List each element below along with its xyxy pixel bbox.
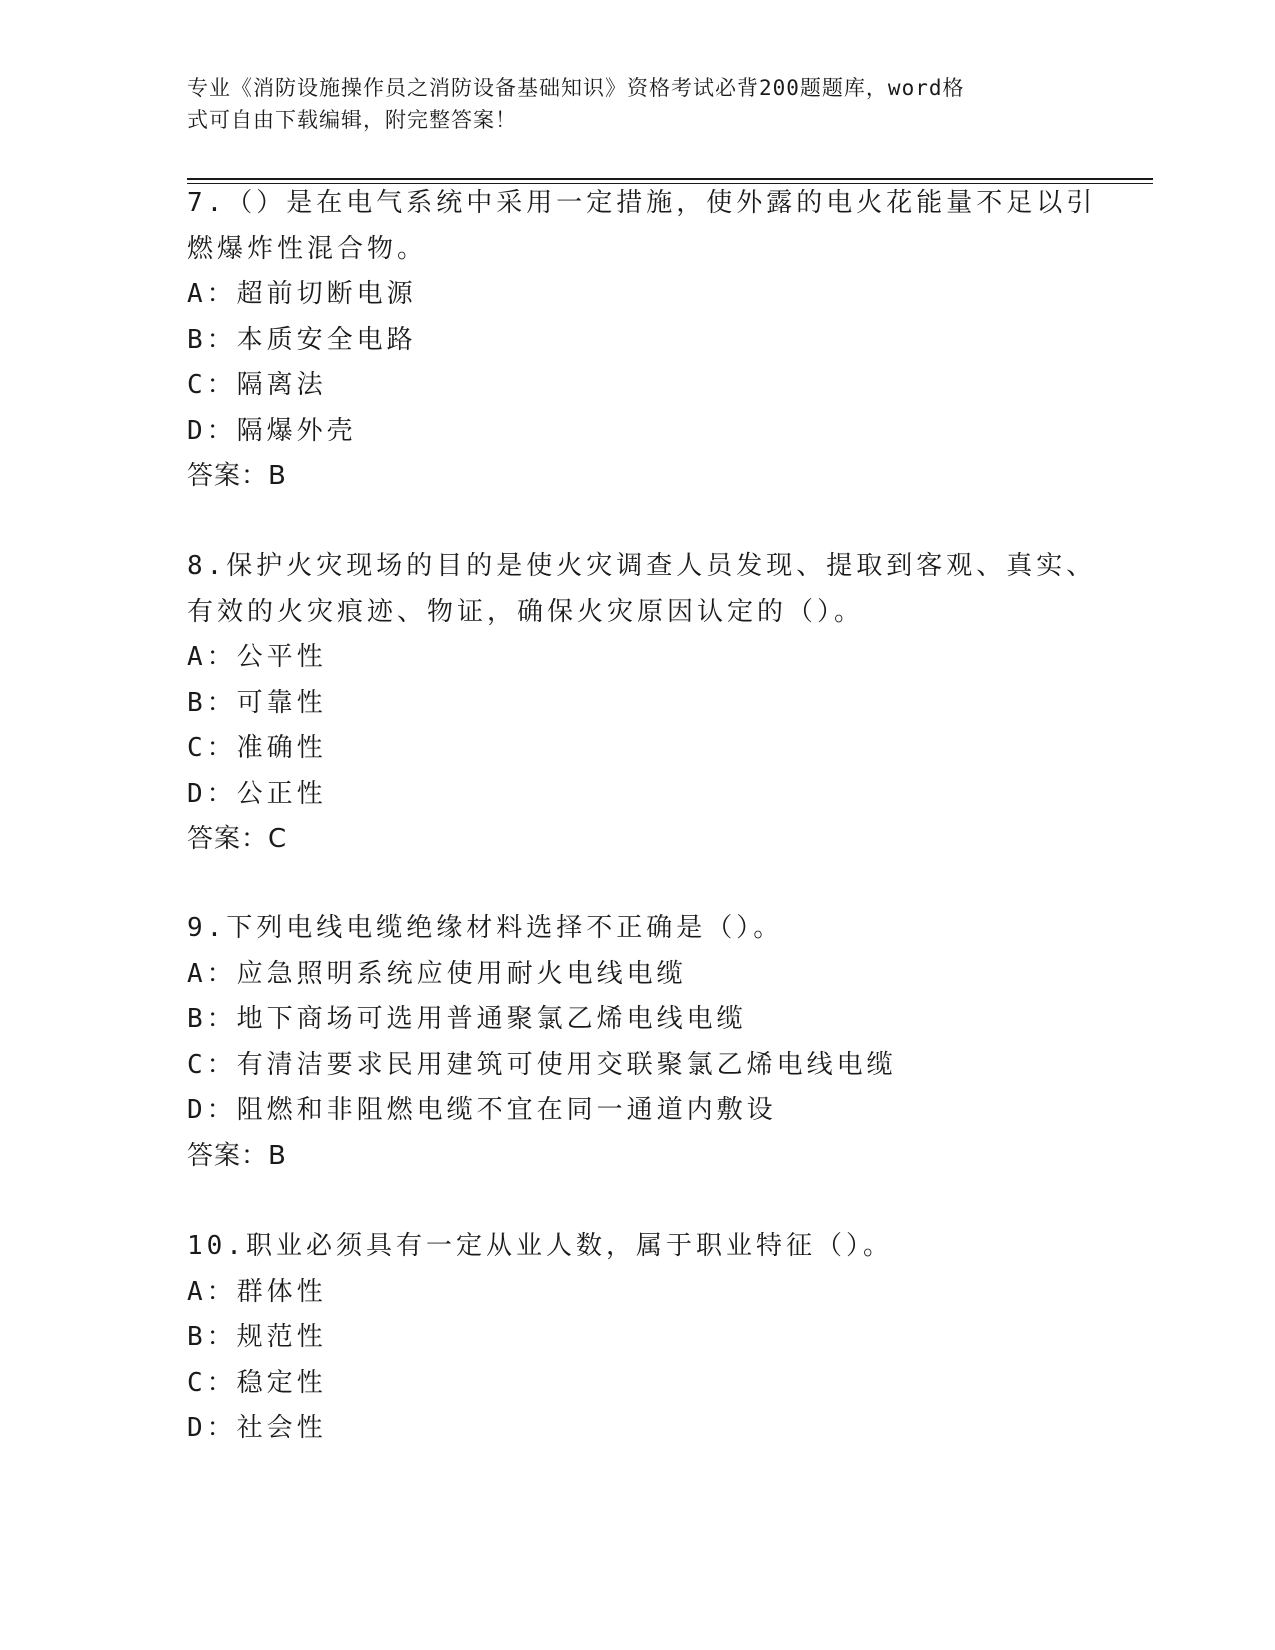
answer-label: 答案：C <box>187 824 288 854</box>
option-b: B：可靠性 <box>187 687 327 718</box>
option-b: B：本质安全电路 <box>187 324 417 355</box>
header-divider-thick <box>187 178 1153 180</box>
option-a: A：应急照明系统应使用耐火电线电缆 <box>187 958 687 989</box>
option-b: B：规范性 <box>187 1322 327 1352</box>
question-stem-line: 9.下列电线电缆绝缘材料选择不正确是（）。 <box>187 913 784 943</box>
header-line-1: 专业《消防设施操作员之消防设备基础知识》资格考试必背200题题库，word格 <box>187 76 965 100</box>
document-header <box>187 72 1067 136</box>
option-b: B：地下商场可选用普通聚氯乙烯电线电缆 <box>187 1004 747 1034</box>
option-d: D：社会性 <box>187 1413 327 1443</box>
question-stem-line: 燃爆炸性混合物。 <box>187 233 428 264</box>
question-9 <box>187 906 1067 1179</box>
option-d: D：隔爆外壳 <box>187 415 357 446</box>
question-8 <box>187 544 1097 863</box>
option-c: C：准确性 <box>187 733 327 763</box>
option-a: A：公平性 <box>187 642 327 672</box>
answer-label: 答案：B <box>187 1140 287 1171</box>
option-c: C：隔离法 <box>187 370 327 400</box>
header-line-2: 式可自由下载编辑，附完整答案！ <box>187 108 517 132</box>
option-a: A：超前切断电源 <box>187 279 417 309</box>
question-stem-line: 有效的火灾痕迹、物证，确保火灾原因认定的（）。 <box>187 596 865 627</box>
question-stem-line: 10.职业必须具有一定从业人数，属于职业特征（）。 <box>187 1231 893 1261</box>
option-c: C：有清洁要求民用建筑可使用交联聚氯乙烯电线电缆 <box>187 1049 897 1080</box>
question-10 <box>187 1224 1067 1452</box>
option-c: C：稳定性 <box>187 1367 327 1398</box>
question-stem-line: 7.（）是在电气系统中采用一定措施，使外露的电火花能量不足以引 <box>187 188 1097 218</box>
answer-label: 答案：B <box>187 461 287 491</box>
option-d: D：阻燃和非阻燃电缆不宜在同一通道内敷设 <box>187 1095 777 1125</box>
option-d: D：公正性 <box>187 778 327 809</box>
question-7 <box>187 181 1097 500</box>
option-a: A：群体性 <box>187 1276 327 1307</box>
question-stem-line: 8.保护火灾现场的目的是使火灾调查人员发现、提取到客观、真实、 <box>187 551 1097 581</box>
